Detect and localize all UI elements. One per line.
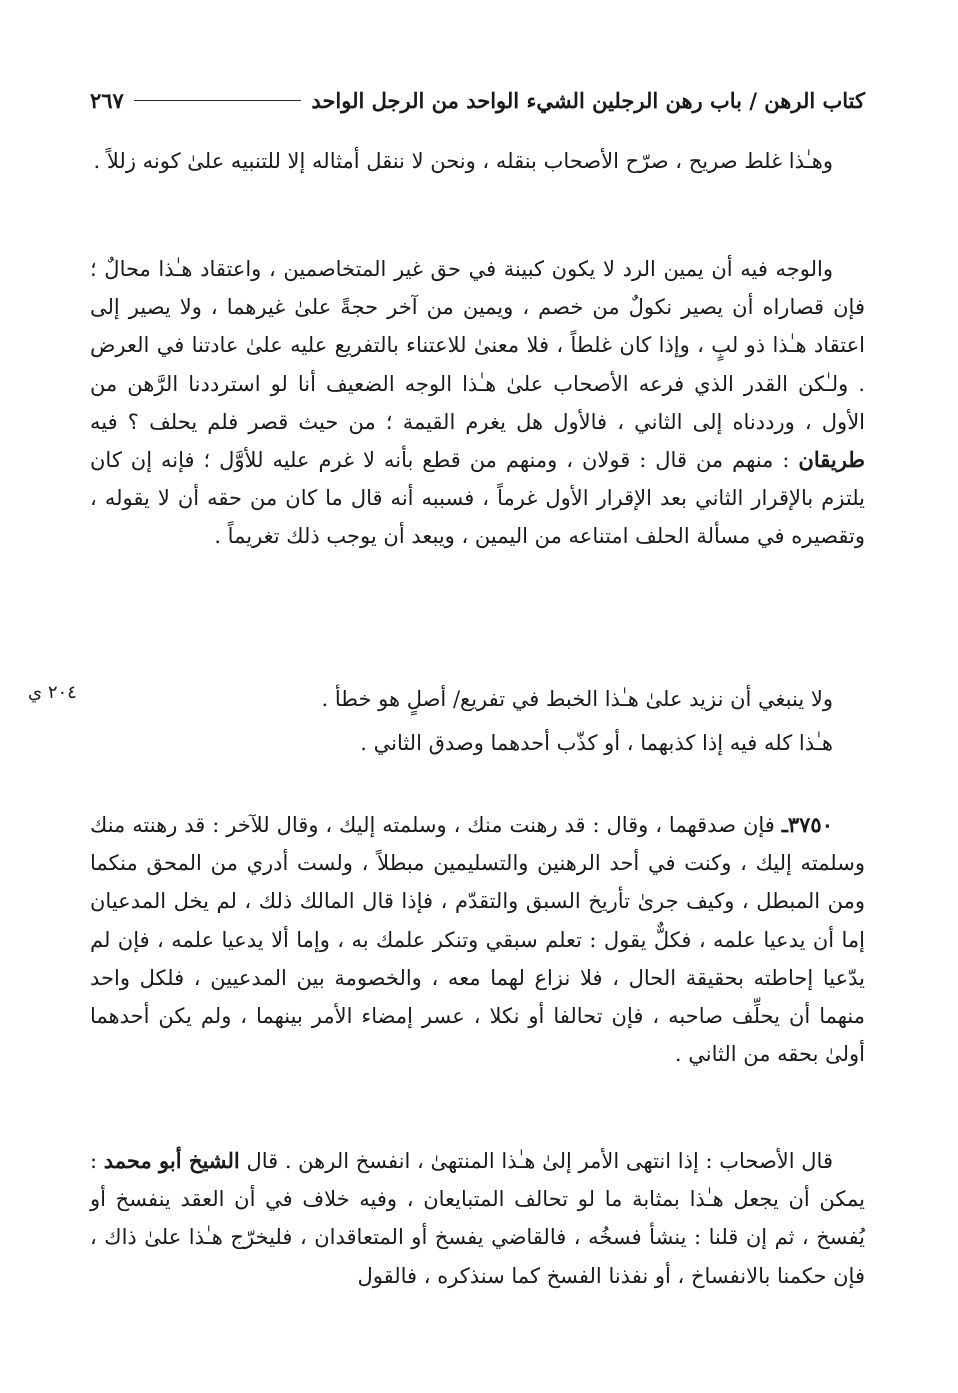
page-number: ٢٦٧ — [90, 88, 124, 113]
header-rule — [134, 100, 302, 101]
body-block-5 — [90, 1142, 865, 1295]
running-header — [90, 88, 865, 128]
header-title: كتاب الرهن / باب رهن الرجلين الشيء الواحد من الرجل الواحد — [311, 88, 865, 113]
paragraph-2-text-b: : منهم من قال : قولان ، ومنهم من قطع بأنه لا غرم عليه للأوَّل ؛ فإنه إن كان يلتزم بالإقرار الثاني بعد الإقرار الأول غرماً ، فسببه أنه قال ما كان من حقه أن لا يقوله ، وتقصيره في مسألة الحلف امتناعه من اليمين ، ويبعد أن يوجب ذلك تغريماً . — [90, 448, 865, 549]
margin-note: ٢٠٤ ي — [28, 682, 77, 703]
body-block-4 — [90, 806, 865, 1073]
body-block-1 — [90, 142, 865, 180]
paragraph-5-text: فإن صدقهما ، وقال : قد رهنت منك ، وسلمته إليك ، وقال للآخر : قد رهنته منك وسلمته إليك ، وكنت في أحد الرهنين والتسليمين مبطلاً ، ولست أدري من المحق منكما ومن المبطل ، وكيف جرىٰ تأريخ السبق والتقدّم ، فإذا قال المالك ذلك ، لم يخل المدعيان إما أن يدعيا علمه ، فكلٌّ يقول : تعلم سبقي وتنكر علمك به ، وإما ألا يدعيا علمه ، فإن لم يدّعيا إحاطته بحقيقة الحال ، فلا نزاع لهما معه ، والخصومة بين المدعيين ، فلكل واحد منهما أن يحلِّف صاحبه ، فإن تحالفا أو نكلا ، عسر إمضاء الأمر بينهما ، ولم يكن أحدهما أولىٰ بحقه من الثاني . — [90, 813, 865, 1067]
paragraph-6-text-a: قال الأصحاب : إذا انتهى الأمر إلىٰ هـٰذا المنتهىٰ ، انفسخ الرهن . قال — [239, 1149, 833, 1173]
paragraph-4: هـٰذا كله فيه إذا كذبهما ، أو كذّب أحدهما وصدق الثاني . — [360, 731, 833, 756]
paragraph-2-bold: طريقان — [798, 447, 865, 473]
paragraph-6-bold: الشيخ أبو محمد — [103, 1148, 240, 1173]
paragraph-3: ولا ينبغي أن نزيد علىٰ هـٰذا الخبط في تفريع/ أصلٍ هو خطأ . — [321, 687, 833, 711]
body-block-3 — [90, 680, 865, 762]
paragraph-6 — [90, 1142, 865, 1295]
body-block-2 — [90, 250, 865, 556]
paragraph-2 — [90, 250, 865, 556]
paragraph-1: وهـٰذا غلط صريح ، صرّح الأصحاب بنقله ، ونحن لا ننقل أمثاله إلا للتنبيه علىٰ كونه زللاً . — [93, 149, 833, 173]
paragraph-5 — [90, 806, 865, 1073]
paragraph-number: ٣٧٥٠ـ — [781, 812, 833, 837]
paragraph-2-text-a: والوجه فيه أن يمين الرد لا يكون كبينة في حق غير المتخاصمين ، واعتقاد هـٰذا محالٌ ؛ فإن قصاراه أن يصير نكولٌ من خصم ، ويمين من آخر حجةً علىٰ غيرهما ، ولا يصير إلى اعتقاد هـٰذا ذو لبٍ ، وإذا كان غلطاً ، فلا معنىٰ للاعتناء بالتفريع عليه علىٰ عادتنا في العرض . ولـٰكن القدر الذي فرعه الأصحاب علىٰ هـٰذا الوجه الضعيف أنا لو استرددنا الرَّهن من الأول ، ورددناه إلى الثاني ، فالأول هل يغرم القيمة ؛ من حيث قصر فلم يحلف ؟ فيه — [90, 257, 865, 434]
paragraph-6-text-b: : يمكن أن يجعل هـٰذا بمثابة ما لو تحالف المتبايعان ، وفيه خلاف في أن العقد ينفسخ أو يُفسخ ، ثم إن قلنا : ينشأ فسخُه ، فالقاضي يفسخ أو المتعاقدان ، فليخرّج هـٰذا علىٰ ذاك ، فإن حكمنا بالانفساخ ، أو نفذنا الفسخ كما سنذكره ، فالقول — [90, 1149, 865, 1288]
